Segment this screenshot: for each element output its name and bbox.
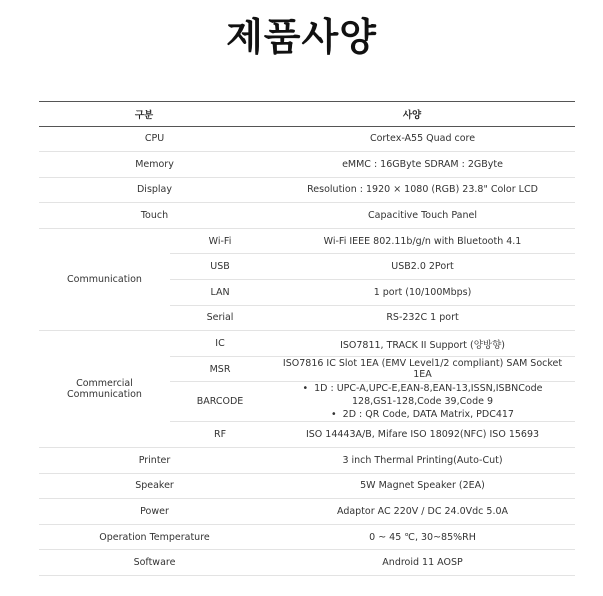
table-row bbox=[39, 331, 575, 357]
table-header-row bbox=[39, 102, 575, 127]
sub-label-ic: IC bbox=[170, 331, 270, 357]
barcode-line-2d: • 2D : QR Code, DATA Matrix, PDC417 bbox=[331, 409, 514, 421]
sub-value-lan: 1 port (10/100Mbps) bbox=[270, 280, 575, 306]
row-value-touch: Capacitive Touch Panel bbox=[270, 203, 575, 229]
sub-label-lan: LAN bbox=[170, 280, 270, 306]
barcode-line-1d: • 1D : UPC-A,UPC-E,EAN-8,EAN-13,ISSN,ISBNCode bbox=[302, 383, 543, 395]
sub-label-barcode: BARCODE bbox=[170, 382, 270, 422]
row-label-printer: Printer bbox=[39, 448, 270, 474]
sub-value-rf: ISO 14443A/B, Mifare ISO 18092(NFC) ISO 15693 bbox=[270, 422, 575, 448]
row-value-temperature: 0 ~ 45 ℃, 30~85%RH bbox=[270, 524, 575, 550]
sub-value-wifi: Wi-Fi IEEE 802.11b/g/n with Bluetooth 4.1 bbox=[270, 228, 575, 254]
sub-label-serial: Serial bbox=[170, 305, 270, 331]
row-label-communication: Communication bbox=[39, 228, 170, 330]
header-spec: 사양 bbox=[249, 102, 575, 127]
table-row bbox=[39, 228, 575, 254]
sub-label-usb: USB bbox=[170, 254, 270, 280]
row-label-commercial bbox=[39, 331, 170, 448]
row-label-temperature: Operation Temperature bbox=[39, 524, 270, 550]
sub-value-ic: ISO7811, TRACK II Support (양방향) bbox=[270, 331, 575, 357]
table-row bbox=[39, 524, 575, 550]
sub-label-rf: RF bbox=[170, 422, 270, 448]
row-value-speaker: 5W Magnet Speaker (2EA) bbox=[270, 473, 575, 499]
row-label-memory: Memory bbox=[39, 152, 270, 178]
table-row bbox=[39, 499, 575, 525]
sub-value-msr: ISO7816 IC Slot 1EA (EMV Level1/2 compliant) SAM Socket 1EA bbox=[270, 356, 575, 382]
table-row bbox=[39, 550, 575, 576]
row-label-software: Software bbox=[39, 550, 270, 576]
barcode-line-1d-cont: 128,GS1-128,Code 39,Code 9 bbox=[352, 396, 494, 408]
bullet-icon: • bbox=[302, 383, 309, 395]
commercial-label-line2: Communication bbox=[67, 389, 142, 401]
row-value-display: Resolution : 1920 × 1080 (RGB) 23.8" Color LCD bbox=[270, 177, 575, 203]
spec-table bbox=[39, 101, 575, 127]
table-row bbox=[39, 177, 575, 203]
table-row bbox=[39, 448, 575, 474]
header-category: 구분 bbox=[39, 102, 249, 127]
sub-value-barcode bbox=[270, 382, 575, 422]
table-row bbox=[39, 152, 575, 178]
row-value-cpu: Cortex-A55 Quad core bbox=[270, 126, 575, 152]
sub-value-serial: RS-232C 1 port bbox=[270, 305, 575, 331]
row-label-display: Display bbox=[39, 177, 270, 203]
row-value-printer: 3 inch Thermal Printing(Auto-Cut) bbox=[270, 448, 575, 474]
row-value-software: Android 11 AOSP bbox=[270, 550, 575, 576]
row-label-power: Power bbox=[39, 499, 270, 525]
row-label-speaker: Speaker bbox=[39, 473, 270, 499]
page-title: 제품사양 bbox=[226, 15, 377, 59]
bullet-icon: • bbox=[331, 409, 337, 421]
sub-label-msr: MSR bbox=[170, 356, 270, 382]
table-row bbox=[39, 473, 575, 499]
sub-label-wifi: Wi-Fi bbox=[170, 228, 270, 254]
sub-value-usb: USB2.0 2Port bbox=[270, 254, 575, 280]
row-label-cpu: CPU bbox=[39, 126, 270, 152]
spec-table-body bbox=[39, 126, 575, 576]
table-row bbox=[39, 126, 575, 152]
row-value-power: Adaptor AC 220V / DC 24.0Vdc 5.0A bbox=[270, 499, 575, 525]
table-row bbox=[39, 203, 575, 229]
row-label-touch: Touch bbox=[39, 203, 270, 229]
commercial-label-line1: Commercial bbox=[76, 378, 133, 390]
row-value-memory: eMMC : 16GByte SDRAM : 2GByte bbox=[270, 152, 575, 178]
